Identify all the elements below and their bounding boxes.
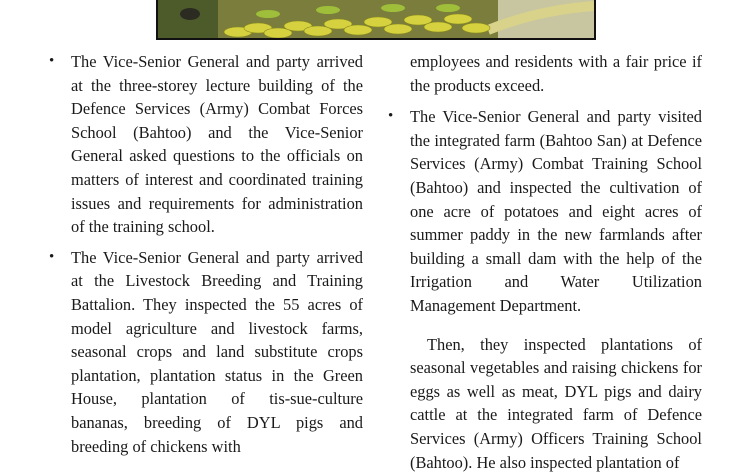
bullet-item [388,105,702,317]
bullet-icon: • [49,53,55,69]
bullet-text: The Vice-Senior General and party arrived at the three-storey lecture building of the Defence Services (Army) Combat Forces School (Bahtoo) and the Vice-Senior General asked questions to the officials on matters of interest and coordinated training issues and requirements for administration of the training school. [71,52,363,237]
left-column [49,50,363,465]
right-column [388,50,702,474]
banana-photo [156,0,596,40]
bullet-text: The Vice-Senior General and party visited the integrated farm (Bahtoo San) at Defence Services (Army) Combat Training School (Bahtoo) and inspected the cultivation of one acre of potatoes and eight acres of summer paddy in the new farmlands after building a small dam with the help of the Irrigation and Water Utilization Management Department. [410,107,702,315]
banana-illustration [158,0,594,38]
bullet-icon: • [49,248,55,265]
continued-text: employees and residents with a fair price if the products exceed. [410,52,702,95]
bullet-text: The Vice-Senior General and party arrived at the Livestock Breeding and Training Battalion. They inspected the 55 acres of model agriculture and livestock farms, seasonal crops and land substitute crops plantation, plantation status in the Green House, plantation of tis-sue-culture bananas, breeding of DYL pigs and breeding of chickens with [71,247,363,456]
bullet-icon: • [388,108,394,125]
bullet-item [49,50,363,239]
body-paragraph: Then, they inspected plantations of seasonal vegetables and raising chickens for eggs as well as meat, DYL pigs and dairy cattle at the integrated farm of Defence Services (Army) Officers Training School (Bahtoo). He also inspected plantation of [410,334,702,472]
bullet-item [49,246,363,458]
